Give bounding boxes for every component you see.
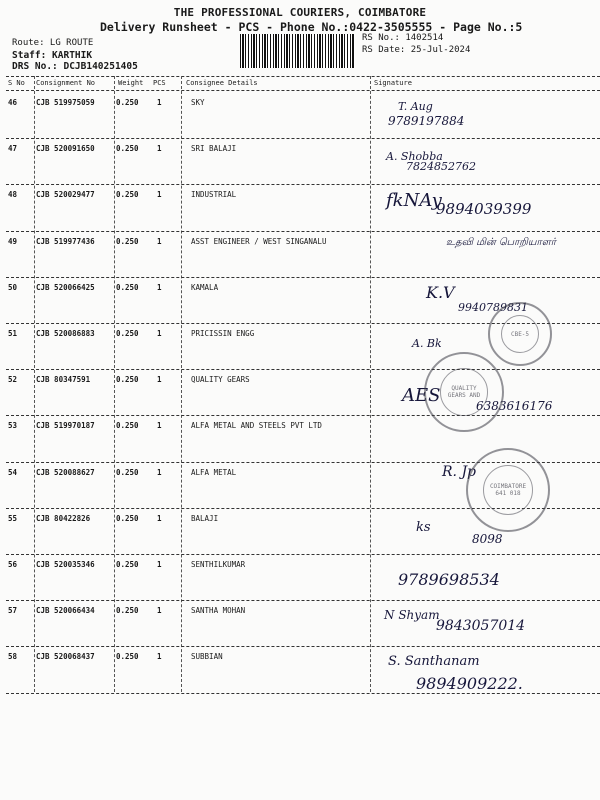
route-info	[12, 38, 138, 73]
weight-cell: 0.250	[116, 652, 139, 662]
signature-handwriting: ks	[416, 519, 431, 535]
weight-cell: 0.250	[116, 144, 139, 154]
consignment-cell: CJB 520066425	[36, 282, 95, 292]
pcs-cell: 1	[157, 190, 162, 200]
consignee-cell: PRICISSIN ENGG	[191, 329, 255, 338]
table-row	[6, 648, 600, 694]
weight-cell: 0.250	[116, 282, 139, 292]
weight-cell: 0.250	[116, 236, 139, 246]
consignment-cell: CJB 520086883	[36, 329, 95, 338]
sno-cell: 48	[8, 190, 18, 200]
consignment-cell: CJB 80422826	[36, 513, 91, 523]
table-row	[6, 94, 600, 140]
consignee-cell: SUBBIAN	[191, 652, 223, 662]
consignee-cell: ASST ENGINEER / WEST SINGANALU	[191, 236, 327, 246]
sno-cell: 51	[8, 329, 18, 338]
signature-phone: 9843057014	[436, 618, 526, 635]
pcs-cell: 1	[157, 98, 162, 107]
row-separator	[6, 693, 600, 694]
weight-cell: 0.250	[116, 606, 139, 616]
signature-phone: 6383616176	[476, 399, 553, 414]
signature-handwriting: S. Santhanam	[388, 654, 480, 670]
weight-cell: 0.250	[116, 190, 139, 200]
signature-handwriting: N Shyam	[384, 608, 440, 623]
row-separator	[6, 184, 600, 185]
signature-handwriting: உதவி மின் பொறியாளர்	[446, 236, 556, 248]
signature-phone: 9940789831	[458, 300, 528, 314]
col-weight: Weight	[118, 79, 144, 87]
signature-handwriting: A. Bk	[412, 337, 442, 350]
table-row	[6, 140, 600, 186]
row-separator	[6, 277, 600, 278]
row-separator	[6, 231, 600, 232]
pcs-cell: 1	[157, 467, 162, 477]
table-row	[6, 556, 600, 602]
sno-cell: 46	[8, 98, 18, 107]
sno-cell: 56	[8, 560, 18, 569]
company-stamp-cbe: CBE-5	[488, 302, 552, 366]
row-separator	[6, 600, 600, 601]
row-separator	[6, 369, 600, 370]
consignee-cell: QUALITY GEARS	[191, 375, 250, 385]
signature-phone: 9894909222.	[416, 674, 523, 694]
weight-cell: 0.250	[116, 375, 139, 385]
barcode	[240, 34, 355, 68]
staff-text: Staff: KARTHIK	[12, 49, 93, 61]
consignment-cell: CJB 520035346	[36, 560, 95, 569]
signature-handwriting: A. Shobba	[386, 150, 443, 164]
signature-handwriting: AES	[402, 385, 441, 407]
table-header-rule	[6, 90, 600, 91]
col-consignment: Consignment No	[36, 79, 96, 87]
table-row	[6, 602, 600, 648]
signature-handwriting: fkNAy	[386, 190, 442, 212]
consignment-cell: CJB 519970187	[36, 421, 95, 431]
rs-info	[362, 33, 470, 56]
coimbatore-stamp: COIMBATORE 641 018	[466, 448, 550, 532]
consignee-cell: ALFA METAL	[191, 467, 237, 477]
sno-cell: 49	[8, 236, 18, 246]
col-sno: S No	[8, 79, 25, 87]
weight-cell: 0.250	[116, 98, 139, 107]
rs-date: RS Date: 25-Jul-2024	[362, 44, 471, 55]
sno-cell: 54	[8, 467, 18, 477]
pcs-cell: 1	[157, 236, 162, 246]
consignment-cell: CJB 519975059	[36, 98, 95, 107]
consignment-cell: CJB 520066434	[36, 606, 95, 616]
weight-cell: 0.250	[116, 467, 139, 477]
signature-phone: 8098	[472, 531, 503, 546]
signature-phone: 9894039399	[436, 200, 532, 219]
row-separator	[6, 415, 600, 416]
company-title: THE PROFESSIONAL COURIERS, COIMBATORE	[173, 6, 427, 19]
signature-phone: 9789197884	[388, 114, 465, 128]
signature-handwriting: T. Aug	[398, 100, 433, 113]
sno-cell: 53	[8, 421, 18, 431]
consignment-cell: CJB 520029477	[36, 190, 95, 200]
row-separator	[6, 646, 600, 647]
pcs-cell: 1	[157, 513, 162, 523]
table-header	[6, 76, 600, 90]
consignee-cell: KAMALA	[191, 282, 219, 292]
pcs-cell: 1	[157, 560, 162, 569]
signature-handwriting: K.V	[426, 282, 455, 302]
weight-cell: 0.250	[116, 560, 139, 569]
consignee-cell: SENTHILKUMAR	[191, 560, 246, 569]
sno-cell: 52	[8, 375, 18, 385]
consignment-cell: CJB 520091650	[36, 144, 95, 154]
consignee-cell: SKY	[191, 98, 205, 107]
col-consignee: Consignee Details	[186, 79, 258, 87]
sno-cell: 50	[8, 282, 18, 292]
table-row	[6, 371, 600, 417]
runsheet-subtitle: Delivery Runsheet - PCS - Phone No.:0422-3505555 - Page No.:5	[100, 20, 523, 34]
drs-text: DRS No.: DCJB140251405	[12, 61, 138, 72]
pcs-cell: 1	[157, 282, 162, 292]
table-row	[6, 233, 600, 279]
pcs-cell: 1	[157, 421, 162, 431]
sno-cell: 47	[8, 144, 18, 154]
consignment-cell: CJB 520088627	[36, 467, 95, 477]
consignment-cell: CJB 519977436	[36, 236, 95, 246]
pcs-cell: 1	[157, 652, 162, 662]
pcs-cell: 1	[157, 329, 162, 338]
route-text: Route: LG ROUTE	[12, 38, 94, 48]
consignee-cell: ALFA METAL AND STEELS PVT LTD	[191, 421, 322, 431]
col-signature: Signature	[374, 79, 412, 87]
weight-cell: 0.250	[116, 421, 139, 431]
col-pcs: PCS	[153, 79, 166, 87]
sno-cell: 58	[8, 652, 18, 662]
consignee-cell: BALAJI	[191, 513, 219, 523]
signature-handwriting: R. Jp	[442, 463, 477, 480]
pcs-cell: 1	[157, 375, 162, 385]
sno-cell: 57	[8, 606, 18, 616]
pcs-cell: 1	[157, 144, 162, 154]
consignment-cell: CJB 520068437	[36, 652, 95, 662]
weight-cell: 0.250	[116, 329, 139, 338]
pcs-cell: 1	[157, 606, 162, 616]
table-row	[6, 186, 600, 232]
sno-cell: 55	[8, 513, 18, 523]
row-separator	[6, 554, 600, 555]
consignee-cell: SANTHA MOHAN	[191, 606, 246, 616]
rs-number: RS No.: 1402514	[362, 33, 444, 43]
signature-phone: 9789698534	[398, 570, 500, 589]
quality-gears-stamp: QUALITY GEARS AND	[424, 352, 504, 432]
consignee-cell: SRI BALAJI	[191, 144, 237, 154]
consignee-cell: INDUSTRIAL	[191, 190, 237, 200]
consignment-cell: CJB 80347591	[36, 375, 91, 385]
signature-phone: 7824852762	[406, 160, 476, 174]
weight-cell: 0.250	[116, 513, 139, 523]
row-separator	[6, 138, 600, 139]
